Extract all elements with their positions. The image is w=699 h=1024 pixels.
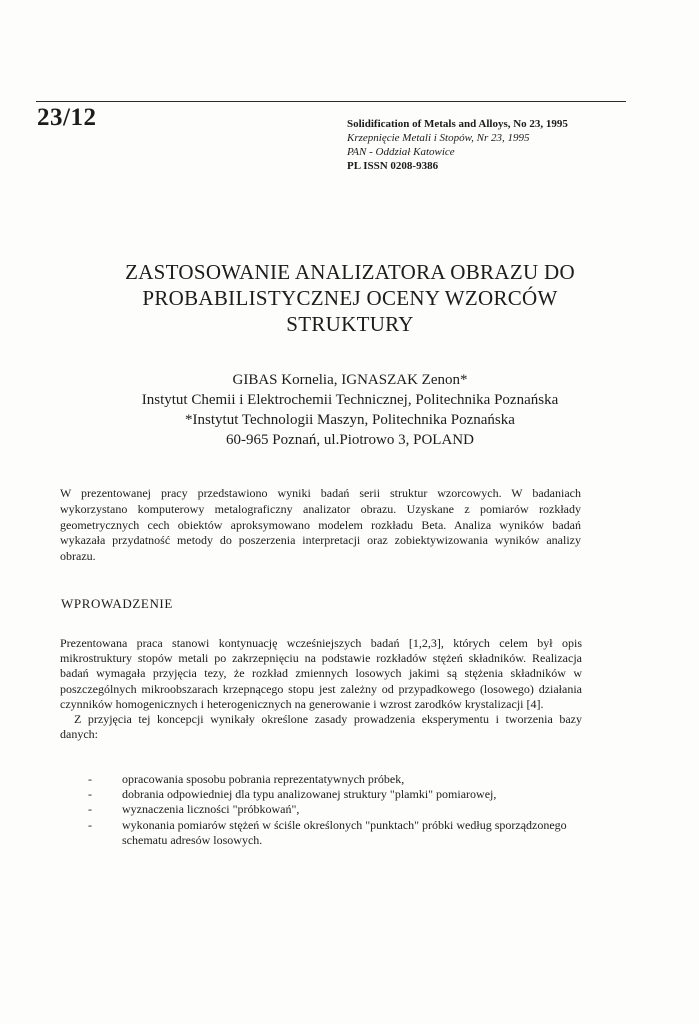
paper-number: 23/12 [37,104,97,131]
affiliation-1: Instytut Chemii i Elektrochemii Technicznej, Politechnika Poznańska [141,392,559,408]
list-item [60,787,582,802]
list-item-text: wykonania pomiarów stężeń w ściśle określonych "punktach" próbki według sporządzonego schematu adresów losowych. [122,817,567,847]
list-dash: - [88,802,92,817]
journal-title-pl: Krzepnięcie Metali i Stopów, Nr 23, 1995 [347,132,530,144]
header-rule [36,101,626,102]
issn: PL ISSN 0208-9386 [347,160,439,172]
list-dash: - [88,787,92,802]
address: 60-965 Poznań, ul.Piotrowo 3, POLAND [226,432,474,448]
list-item-text: wyznaczenia liczności "próbkowań", [122,802,300,817]
list-item-text: dobrania odpowiedniej dla typu analizowanej struktury "plamki" pomiarowej, [122,787,497,802]
list-dash: - [88,817,92,832]
list-item [60,802,582,817]
title-line: ZASTOSOWANIE ANALIZATORA OBRAZU DO [125,260,575,284]
section-heading: WPROWADZENIE [61,596,173,611]
author-block [40,370,660,450]
requirements-list [60,772,582,848]
abstract: W prezentowanej pracy przedstawiono wyniki badań serii struktur wzorcowych. W badaniach wykorzystano komputerowy metalograficzny analizator obrazu. Uzyskane z pomiarów rozkłady geometrycznych cech obiektów aproksymowano modelem rozkładu Beta. Analiza wyników badań wykazała przydatność metody do poszerzenia interpretacji oraz zobiektywizowania wyników analizy obrazu. [60,486,581,564]
journal-info [347,117,637,173]
title-line: PROBABILISTYCZNEJ OCENY WZORCÓW [142,286,558,310]
paragraph: Prezentowana praca stanowi kontynuację wcześniejszych badań [1,2,3], których celem był opis mikrostruktury stopów metali po zakrzepnięciu na podstawie rozkładów stężeń składników. Realizacja badań wymagała przyjęcia tezy, że rozkład zmiennych losowych jakimi są stężenia składników w poszczególnych mikroobszarach krzepnącego stopu jest zależny od przypadkowego (losowego) działania czynników homogenicznych i heterogenicznych na generowanie i wzrost zarodków krystalizacji [4]. [60,636,582,711]
affiliation-2: *Instytut Technologii Maszyn, Politechnika Poznańska [185,412,515,428]
paragraph: Z przyjęcia tej koncepcji wynikały określone zasady prowadzenia eksperymentu i tworzenia bazy danych: [60,712,582,742]
author-names: GIBAS Kornelia, IGNASZAK Zenon* [232,372,468,388]
publisher: PAN - Oddział Katowice [347,146,455,158]
journal-title-en: Solidification of Metals and Alloys, No 23, 1995 [347,118,568,130]
list-item-text: opracowania sposobu pobrania reprezentatywnych próbek, [122,772,405,786]
introduction-text [60,636,582,742]
title-line: STRUKTURY [286,312,414,336]
list-item [60,818,582,848]
paper-title [40,259,660,337]
list-dash: - [88,772,92,786]
list-item [60,772,582,787]
